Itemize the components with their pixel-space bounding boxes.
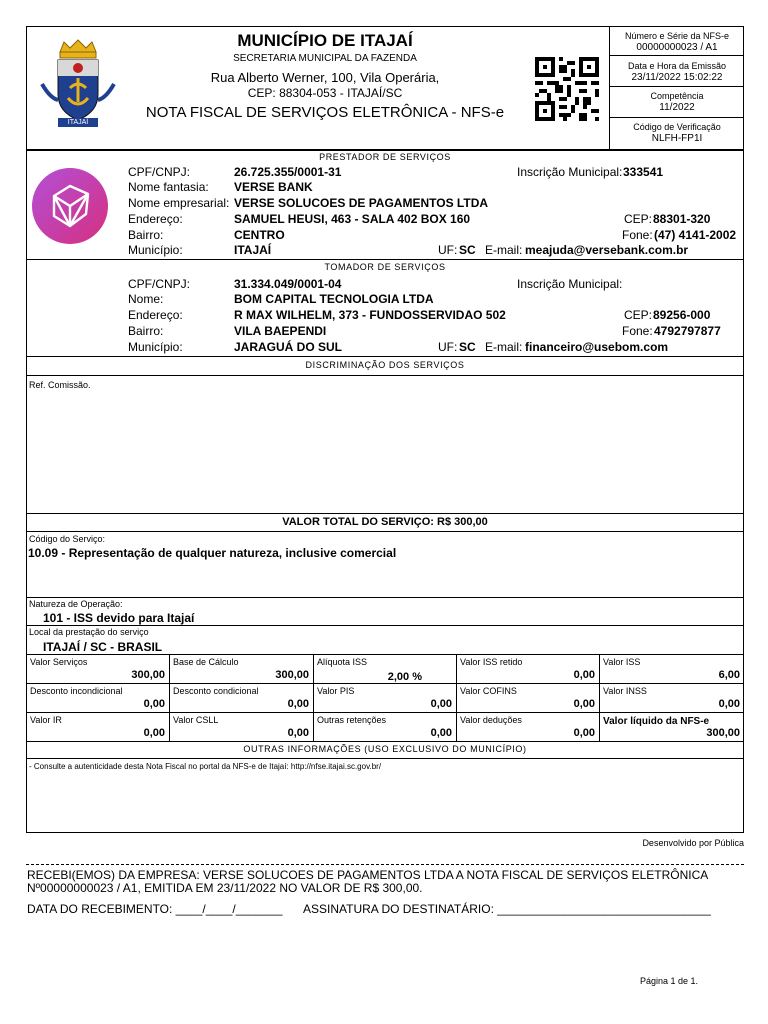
valor-ir-label: Valor IR xyxy=(30,715,62,725)
tomador-cpf-label: CPF/CNPJ: xyxy=(128,277,191,291)
outras-text: - Consulte a autenticidade desta Nota Fiscal no portal da NFS-e de Itajaí: http://nfse.itajai.sc.gov.br/ xyxy=(29,762,382,771)
valor-inss-label: Valor INSS xyxy=(603,686,647,696)
prestador-im-label: Inscrição Municipal: xyxy=(517,165,623,179)
tomador-email-value[interactable]: financeiro@usebom.com xyxy=(525,340,669,354)
valores-col-divider-1 xyxy=(169,654,170,741)
developer-credit: Desenvolvido por Pública xyxy=(642,838,744,848)
competencia-value: 11/2022 xyxy=(659,102,695,113)
desconto-incondicional-label: Desconto incondicional xyxy=(30,686,123,696)
meta-divider-2 xyxy=(609,86,744,87)
meta-divider-3 xyxy=(609,117,744,118)
divider-total-bottom xyxy=(26,531,744,532)
qr-code xyxy=(535,57,599,121)
natureza-operacao-label: Natureza de Operação: xyxy=(29,599,123,609)
valor-servicos-value: 300,00 xyxy=(131,669,165,681)
address-line-2: CEP: 88304-053 - ITAJAÍ/SC xyxy=(247,86,403,100)
valor-iss-label: Valor ISS xyxy=(603,657,641,667)
tomador-cep-label: CEP: xyxy=(624,308,653,322)
competencia-label: Competência xyxy=(650,91,704,101)
outras-retencoes-label: Outras retenções xyxy=(317,715,387,725)
valor-liquido-value: 300,00 xyxy=(706,727,740,739)
secretaria-subtitle: SECRETARIA MUNICIPAL DA FAZENDA xyxy=(233,53,417,64)
desconto-condicional-value: 0,00 xyxy=(287,698,309,710)
valor-deducoes-value: 0,00 xyxy=(573,727,595,739)
valor-csll-value: 0,00 xyxy=(287,727,309,739)
document-title: NOTA FISCAL DE SERVIÇOS ELETRÔNICA - NFS-e xyxy=(145,104,505,121)
prestador-bairro-value: CENTRO xyxy=(234,228,285,242)
base-calculo-label: Base de Cálculo xyxy=(173,657,239,667)
tomador-nome-label: Nome: xyxy=(128,292,164,306)
municipality-crest xyxy=(38,38,118,130)
valores-col-divider-2 xyxy=(313,654,314,741)
tomador-email-label: E-mail: xyxy=(485,340,523,354)
prestador-empresarial-label: Nome empresarial: xyxy=(128,196,230,210)
codigo-servico-label: Código do Serviço: xyxy=(29,534,106,544)
divider-natureza xyxy=(26,597,744,598)
tomador-section-title: TOMADOR DE SERVIÇOS xyxy=(324,262,446,272)
cut-line xyxy=(26,864,744,865)
tomador-bairro-value: VILA BAEPENDI xyxy=(234,324,327,338)
emission-date-label: Data e Hora da Emissão xyxy=(627,61,727,71)
aliquota-iss-label: Alíquota ISS xyxy=(317,657,368,667)
local-prestacao-value: ITAJAÍ / SC - BRASIL xyxy=(43,640,163,654)
prestador-endereco-value: SAMUEL HEUSI, 463 - SALA 402 BOX 160 xyxy=(234,212,471,226)
tomador-municipio-label: Município: xyxy=(128,340,183,354)
prestador-uf-value: SC xyxy=(459,243,476,257)
discriminacao-section-title: DISCRIMINAÇÃO DOS SERVIÇOS xyxy=(305,360,465,370)
aliquota-iss-value: 2,00 % xyxy=(387,671,422,683)
valor-deducoes-label: Valor deduções xyxy=(460,715,522,725)
prestador-bairro-label: Bairro: xyxy=(128,228,164,242)
data-recebimento-field[interactable]: DATA DO RECEBIMENTO: ____/____/_______ xyxy=(27,902,283,916)
tomador-endereco-value: R MAX WILHELM, 373 - FUNDOSSERVIDAO 502 xyxy=(234,308,506,322)
prestador-email-label: E-mail: xyxy=(485,243,523,257)
prestador-fantasia-value: VERSE BANK xyxy=(234,180,313,194)
local-prestacao-label: Local da prestação do serviço xyxy=(29,627,149,637)
crest-label: ITAJAÍ xyxy=(67,119,89,126)
divider-total-top xyxy=(26,513,744,514)
prestador-email-value[interactable]: meajuda@versebank.com.br xyxy=(525,243,689,257)
prestador-cpf-value: 26.725.355/0001-31 xyxy=(234,165,342,179)
valor-servicos-label: Valor Serviços xyxy=(30,657,88,667)
prestador-fone-label: Fone: xyxy=(622,228,653,242)
valores-row-divider-2 xyxy=(26,712,744,713)
prestador-endereco-label: Endereço: xyxy=(128,212,183,226)
prestador-logo xyxy=(32,168,108,244)
prestador-im-value: 333541 xyxy=(623,165,664,179)
tomador-municipio-value: JARAGUÁ DO SUL xyxy=(234,340,343,354)
desconto-incondicional-value: 0,00 xyxy=(143,698,165,710)
codigo-servico-value: 10.09 - Representação de qualquer natureza, inclusive comercial xyxy=(28,546,397,560)
crest-shield-icon xyxy=(38,38,118,130)
tomador-cep-value: 89256-000 xyxy=(653,308,711,322)
prestador-cep-label: CEP: xyxy=(624,212,653,226)
prestador-fone-value: (47) 4141-2002 xyxy=(654,228,737,242)
receipt-line-2: Nº00000000023 / A1, EMITIDA EM 23/11/2022 NO VALOR DE R$ 300,00. xyxy=(27,881,423,895)
prestador-empresarial-value: VERSE SOLUCOES DE PAGAMENTOS LTDA xyxy=(234,196,489,210)
valor-ir-value: 0,00 xyxy=(143,727,165,739)
verification-code-label: Código de Verificação xyxy=(633,122,721,132)
tomador-uf-value: SC xyxy=(459,340,476,354)
prestador-cpf-label: CPF/CNPJ: xyxy=(128,165,191,179)
valor-cofins-label: Valor COFINS xyxy=(460,686,517,696)
valor-inss-value: 0,00 xyxy=(718,698,740,710)
valores-col-divider-4 xyxy=(599,654,600,741)
verse-bank-logo-icon xyxy=(32,168,108,244)
nfse-number-value: 00000000023 / A1 xyxy=(636,42,718,53)
tomador-fone-value: 4792797877 xyxy=(654,324,721,338)
valores-row-divider-1 xyxy=(26,683,744,684)
valor-liquido-label: Valor líquido da NFS-e xyxy=(603,716,710,727)
emission-date-value: 23/11/2022 15:02:22 xyxy=(631,72,723,83)
valores-col-divider-3 xyxy=(456,654,457,741)
tomador-uf-label: UF: xyxy=(438,340,458,354)
divider-outras-title xyxy=(26,758,744,759)
discriminacao-text: Ref. Comissão. xyxy=(29,380,91,390)
prestador-uf-label: UF: xyxy=(438,243,458,257)
divider-tomador xyxy=(26,259,744,260)
address-line-1: Rua Alberto Werner, 100, Vila Operária, xyxy=(210,70,440,85)
natureza-operacao-value: 101 - ISS devido para Itajaí xyxy=(43,611,195,625)
prestador-section-title: PRESTADOR DE SERVIÇOS xyxy=(319,152,451,162)
divider-discriminacao xyxy=(26,356,744,357)
divider-local xyxy=(26,625,744,626)
prestador-fantasia-label: Nome fantasia: xyxy=(128,180,209,194)
valor-iss-retido-label: Valor ISS retido xyxy=(460,657,523,667)
divider-discriminacao-title xyxy=(26,375,744,376)
valor-iss-retido-value: 0,00 xyxy=(573,669,595,681)
valor-pis-label: Valor PIS xyxy=(317,686,355,696)
assinatura-field[interactable]: ASSINATURA DO DESTINATÁRIO: ________________________________ xyxy=(303,902,711,916)
divider-valores xyxy=(26,654,744,655)
page-number: Página 1 de 1. xyxy=(639,976,698,986)
tomador-nome-value: BOM CAPITAL TECNOLOGIA LTDA xyxy=(234,292,434,306)
outras-retencoes-value: 0,00 xyxy=(430,727,452,739)
nfse-number-label: Número e Série da NFS-e xyxy=(624,31,730,41)
verification-code-value: NLFH-FP1I xyxy=(651,133,703,144)
outras-section-title: OUTRAS INFORMAÇÕES (USO EXCLUSIVO DO MUNICÍPIO) xyxy=(243,744,527,754)
receipt-line-1: RECEBI(EMOS) DA EMPRESA: VERSE SOLUCOES DE PAGAMENTOS LTDA A NOTA FISCAL DE SERVIÇOS ELETRÔNICA xyxy=(27,868,709,882)
valor-csll-label: Valor CSLL xyxy=(173,715,219,725)
desconto-condicional-label: Desconto condicional xyxy=(173,686,259,696)
tomador-fone-label: Fone: xyxy=(622,324,653,338)
meta-divider-1 xyxy=(609,55,744,56)
municipality-title: MUNICÍPIO DE ITAJAÍ xyxy=(237,31,413,50)
valor-total-label: VALOR TOTAL DO SERVIÇO: R$ 300,00 xyxy=(282,516,488,528)
tomador-bairro-label: Bairro: xyxy=(128,324,164,338)
base-calculo-value: 300,00 xyxy=(275,669,309,681)
prestador-municipio-label: Município: xyxy=(128,243,183,257)
prestador-municipio-value: ITAJAÍ xyxy=(234,243,272,257)
tomador-im-label: Inscrição Municipal: xyxy=(517,277,623,291)
valor-iss-value: 6,00 xyxy=(718,669,740,681)
valor-cofins-value: 0,00 xyxy=(573,698,595,710)
prestador-cep-value: 88301-320 xyxy=(653,212,711,226)
valores-row-divider-3 xyxy=(26,741,744,742)
valor-pis-value: 0,00 xyxy=(430,698,452,710)
tomador-endereco-label: Endereço: xyxy=(128,308,183,322)
tomador-cpf-value: 31.334.049/0001-04 xyxy=(234,277,342,291)
